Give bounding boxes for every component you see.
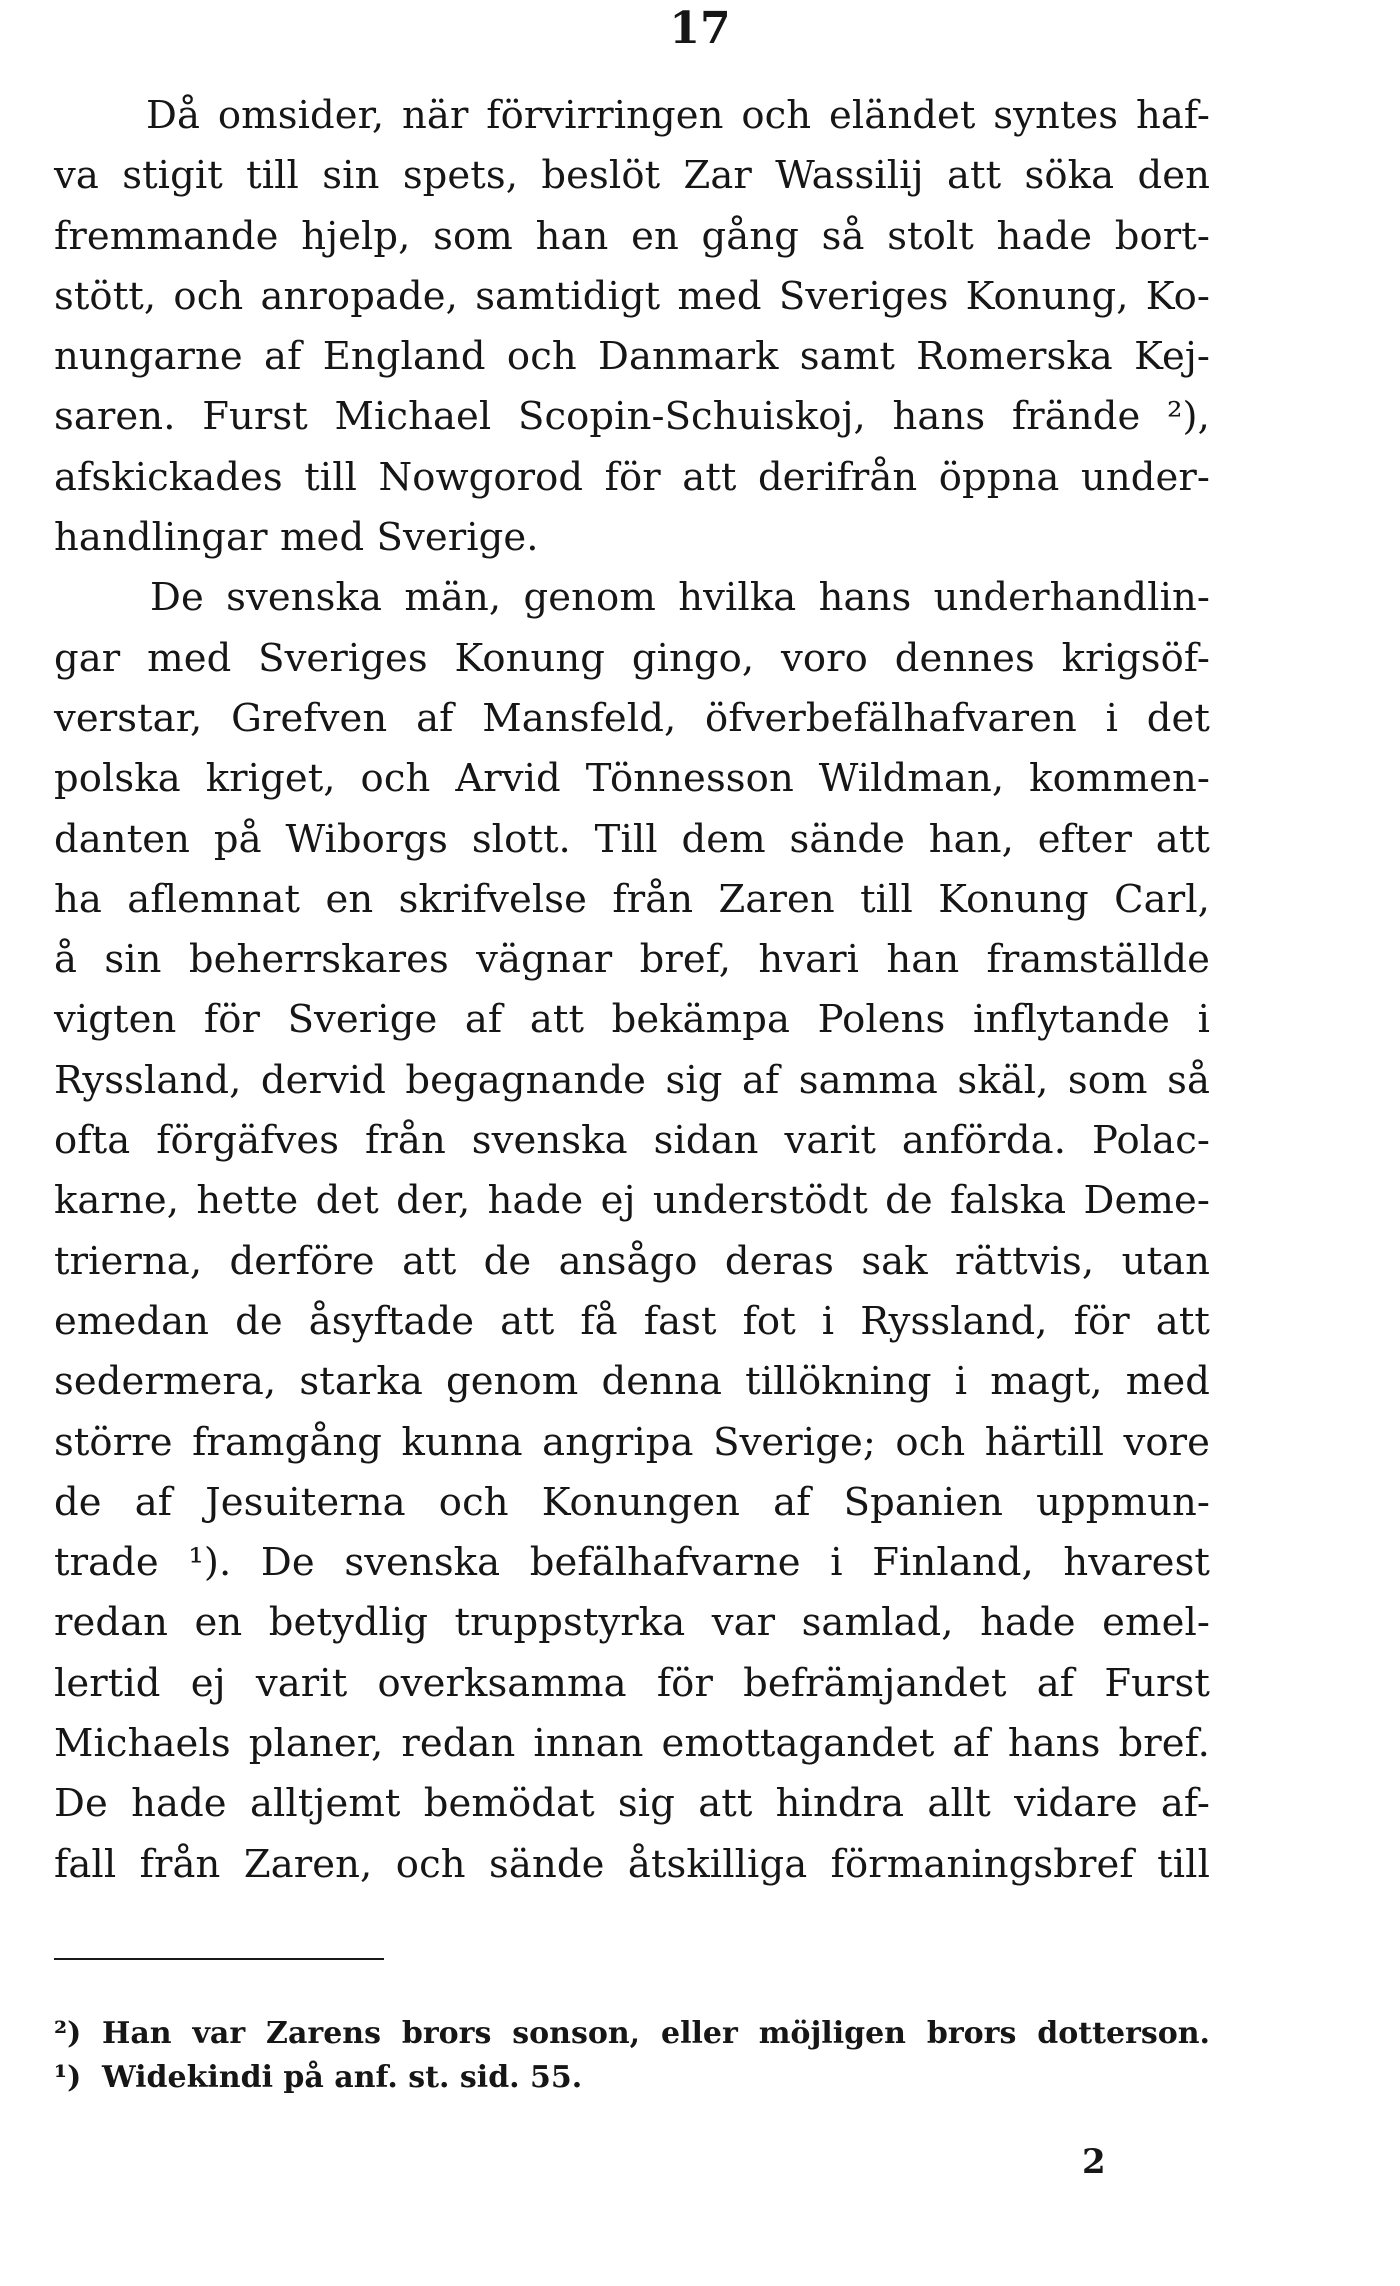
page-number: 17 [669, 3, 731, 54]
text-line: Michaels planer, redan innan emottagandet af hans bref. [54, 1721, 1210, 1767]
text-line: afskickades till Nowgorod för att derifrån öppna under- [54, 454, 1210, 500]
text-line: handlingar med Sverige. [54, 515, 539, 561]
text-line: karne, hette det der, hade ej understödt de falska Deme- [54, 1178, 1210, 1224]
text-line: danten på Wiborgs slott. Till dem sände han, efter att [54, 816, 1210, 862]
footnotes [54, 2012, 1210, 2100]
text-line: lertid ej varit overksamma för befrämjandet af Furst [54, 1660, 1210, 1706]
text-line: Då omsider, när förvirringen och eländet syntes haf- [146, 93, 1210, 138]
footnote [54, 2012, 1210, 2056]
text-line: fall från Zaren, och sände åtskilliga förmaningsbref till [54, 1841, 1210, 1887]
text-line: Ryssland, dervid begagnande sig af samma skäl, som så [54, 1057, 1210, 1103]
text-line: större framgång kunna angripa Sverige; och härtill vore [54, 1419, 1210, 1465]
text-line: De hade alltjemt bemödat sig att hindra allt vidare af- [54, 1781, 1210, 1827]
text-line: trade ¹). De svenska befälhafvarne i Finland, hvarest [54, 1540, 1210, 1586]
text-line: ha aflemnat en skrifvelse från Zaren till Konung Carl, [54, 876, 1210, 922]
text-line: emedan de åsyftade att få fast fot i Ryssland, för att [54, 1298, 1210, 1344]
footnote-text: Widekindi på anf. st. sid. 55. [102, 2060, 583, 2095]
text-line: stött, och anropade, samtidigt med Sveriges Konung, Ko- [54, 273, 1210, 319]
printer-signature: 2 [1082, 2142, 1106, 2182]
text-line: å sin beherrskares vägnar bref, hvari han framställde [54, 937, 1210, 983]
text-line: sedermera, starka genom denna tillökning i magt, med [54, 1359, 1210, 1405]
text-line: polska kriget, och Arvid Tönnesson Wildman, kommen- [54, 756, 1210, 802]
text-line: trierna, derföre att de ansågo deras sak rättvis, utan [54, 1238, 1210, 1284]
text-line: vigten för Sverige af att bekämpa Polens inflytande i [54, 997, 1210, 1043]
text-line: verstar, Grefven af Mansfeld, öfverbefälhafvaren i det [54, 695, 1210, 741]
text-line: saren. Furst Michael Scopin-Schuiskoj, hans frände ²), [54, 394, 1210, 440]
text-line: gar med Sveriges Konung gingo, voro dennes krigsöf- [54, 635, 1210, 681]
body-text [54, 86, 1210, 1895]
footnote-marker: ²) [54, 2016, 82, 2051]
text-line: de af Jesuiterna och Konungen af Spanien uppmun- [54, 1479, 1210, 1525]
text-line: fremmande hjelp, som han en gång så stolt hade bort- [54, 213, 1210, 259]
text-line: nungarne af England och Danmark samt Romerska Kej- [54, 334, 1210, 380]
footnote-divider [54, 1958, 384, 1960]
footnote-marker: ¹) [54, 2060, 82, 2095]
text-line: redan en betydlig truppstyrka var samlad, hade emel- [54, 1600, 1210, 1646]
text-line: De svenska män, genom hvilka hans underhandlin- [150, 575, 1210, 621]
footnote-text: Han var Zarens brors sonson, eller möjligen brors dotterson. [102, 2016, 1210, 2051]
footnote [54, 2056, 1210, 2100]
text-line: va stigit till sin spets, beslöt Zar Wassilij att söka den [54, 153, 1210, 199]
text-line: ofta förgäfves från svenska sidan varit anförda. Polac- [54, 1118, 1210, 1164]
